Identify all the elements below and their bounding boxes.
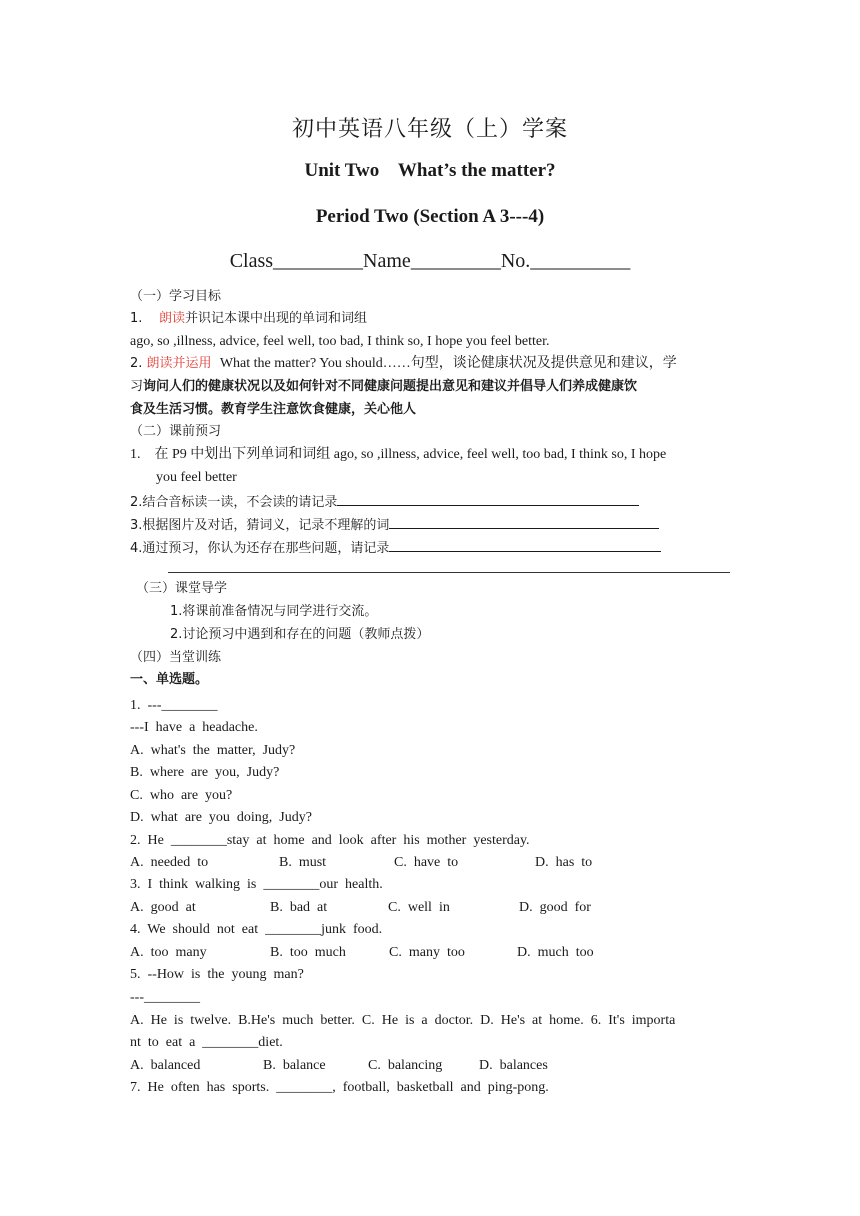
option-a: A. needed to	[130, 855, 209, 870]
section-title: 一、单选题。	[130, 672, 209, 687]
preview-item-2-text: 2.结合音标读一读，不会读的请记录	[130, 495, 338, 510]
answer-line[interactable]	[168, 572, 730, 573]
preview-item-2	[130, 491, 639, 512]
question-1: 1. ---________	[130, 698, 218, 713]
period-title: Period Two (Section A 3---4)	[315, 206, 545, 227]
option-b: B. must	[279, 855, 327, 870]
answer-blank[interactable]	[337, 491, 639, 506]
guide-heading: （三）课堂导学	[136, 581, 228, 596]
question-3-options	[130, 899, 730, 917]
question-2: 2. He ________stay at home and look after his mother yesterday.	[130, 833, 530, 848]
question-4: 4. We should not eat ________junk food.	[130, 922, 383, 937]
page-title: 初中英语八年级（上）学案	[291, 117, 568, 142]
preview-heading: （二）课前预习	[130, 424, 222, 439]
option-d: D. balances	[479, 1058, 548, 1073]
goal-2-highlight: 朗读并运用	[146, 356, 212, 371]
option-c: C. balancing	[368, 1058, 443, 1073]
question-6-options	[130, 1057, 730, 1075]
option-a: A. good at	[130, 900, 196, 915]
goal-2-line-2	[130, 378, 637, 396]
preview-item-3-text: 3.根据图片及对话，猜词义，记录不理解的词	[130, 518, 390, 533]
unit-title: Unit Two What’s the matter?	[304, 160, 556, 181]
preview-item-1-cont: you feel better	[156, 470, 237, 485]
question-1-option-d: D. what are you doing, Judy?	[130, 810, 312, 825]
question-7: 7. He often has sports. ________, football, basketball and ping-pong.	[130, 1080, 549, 1095]
question-6-cont: nt to eat a ________diet.	[130, 1035, 283, 1050]
question-1-option-c: C. who are you?	[130, 788, 233, 803]
class-name-line: Class_________Name_________No.__________	[229, 250, 631, 272]
preview-item-4-text: 4.通过预习，你认为还存在那些问题，请记录	[130, 541, 390, 556]
option-b: B. balance	[263, 1058, 326, 1073]
goal-1-words: ago, so ,illness, advice, feel well, too bad, I think so, I hope you feel better.	[130, 334, 550, 349]
practice-heading: （四）当堂训练	[130, 650, 222, 665]
goal-item-1	[130, 310, 367, 328]
question-2-options	[130, 854, 730, 872]
option-c: C. have to	[394, 855, 459, 870]
preview-item-4	[130, 537, 661, 558]
option-c: C. many too	[389, 945, 465, 960]
goal-1-highlight: 朗读	[158, 311, 185, 326]
answer-blank[interactable]	[389, 537, 661, 552]
answer-blank[interactable]	[389, 514, 659, 529]
preview-item-1: 1. 在 P9 中划出下列单词和词组 ago, so ,illness, advice, feel well, too bad, I think so, I hope	[130, 447, 667, 462]
goals-heading: （一）学习目标	[130, 289, 222, 304]
goal-2-text: What the matter? You should……句型，谈论健康状况及提供意见和建议，学	[219, 356, 677, 371]
goal-2-line-2-plain: 习	[130, 379, 144, 394]
option-d: D. much too	[517, 945, 594, 960]
guide-item-2: 2.讨论预习中遇到和存在的问题（教师点拨）	[170, 627, 430, 642]
goal-1-number: 1.	[130, 311, 143, 326]
option-d: D. has to	[535, 855, 593, 870]
preview-item-3	[130, 514, 659, 535]
goal-2-number: 2.	[130, 356, 143, 371]
goal-2-line-3: 食及生活习惯。教育学生注意饮食健康，关心他人	[130, 402, 417, 417]
question-3: 3. I think walking is ________our health.	[130, 877, 383, 892]
option-b: B. too much	[270, 945, 346, 960]
option-c: C. well in	[388, 900, 450, 915]
guide-item-1: 1.将课前准备情况与同学进行交流。	[170, 604, 378, 619]
option-a: A. too many	[130, 945, 207, 960]
question-1-option-a: A. what's the matter, Judy?	[130, 743, 296, 758]
question-5: 5. --How is the young man?	[130, 967, 304, 982]
option-a: A. balanced	[130, 1058, 201, 1073]
question-1-reply: ---I have a headache.	[130, 720, 258, 735]
question-5-reply: ---________	[130, 990, 200, 1005]
question-1-option-b: B. where are you, Judy?	[130, 765, 280, 780]
option-b: B. bad at	[270, 900, 328, 915]
goal-item-2	[130, 355, 677, 373]
option-d: D. good for	[519, 900, 591, 915]
goal-2-line-2-bold: 询问人们的健康状况以及如何针对不同健康问题提出意见和建议并倡导人们养成健康饮	[143, 379, 638, 394]
goal-1-text: 并识记本课中出现的单词和词组	[184, 311, 367, 326]
question-5-options: A. He is twelve. B.He's much better. C. He is a doctor. D. He's at home. 6. It's importa	[130, 1013, 676, 1028]
question-4-options	[130, 944, 730, 962]
